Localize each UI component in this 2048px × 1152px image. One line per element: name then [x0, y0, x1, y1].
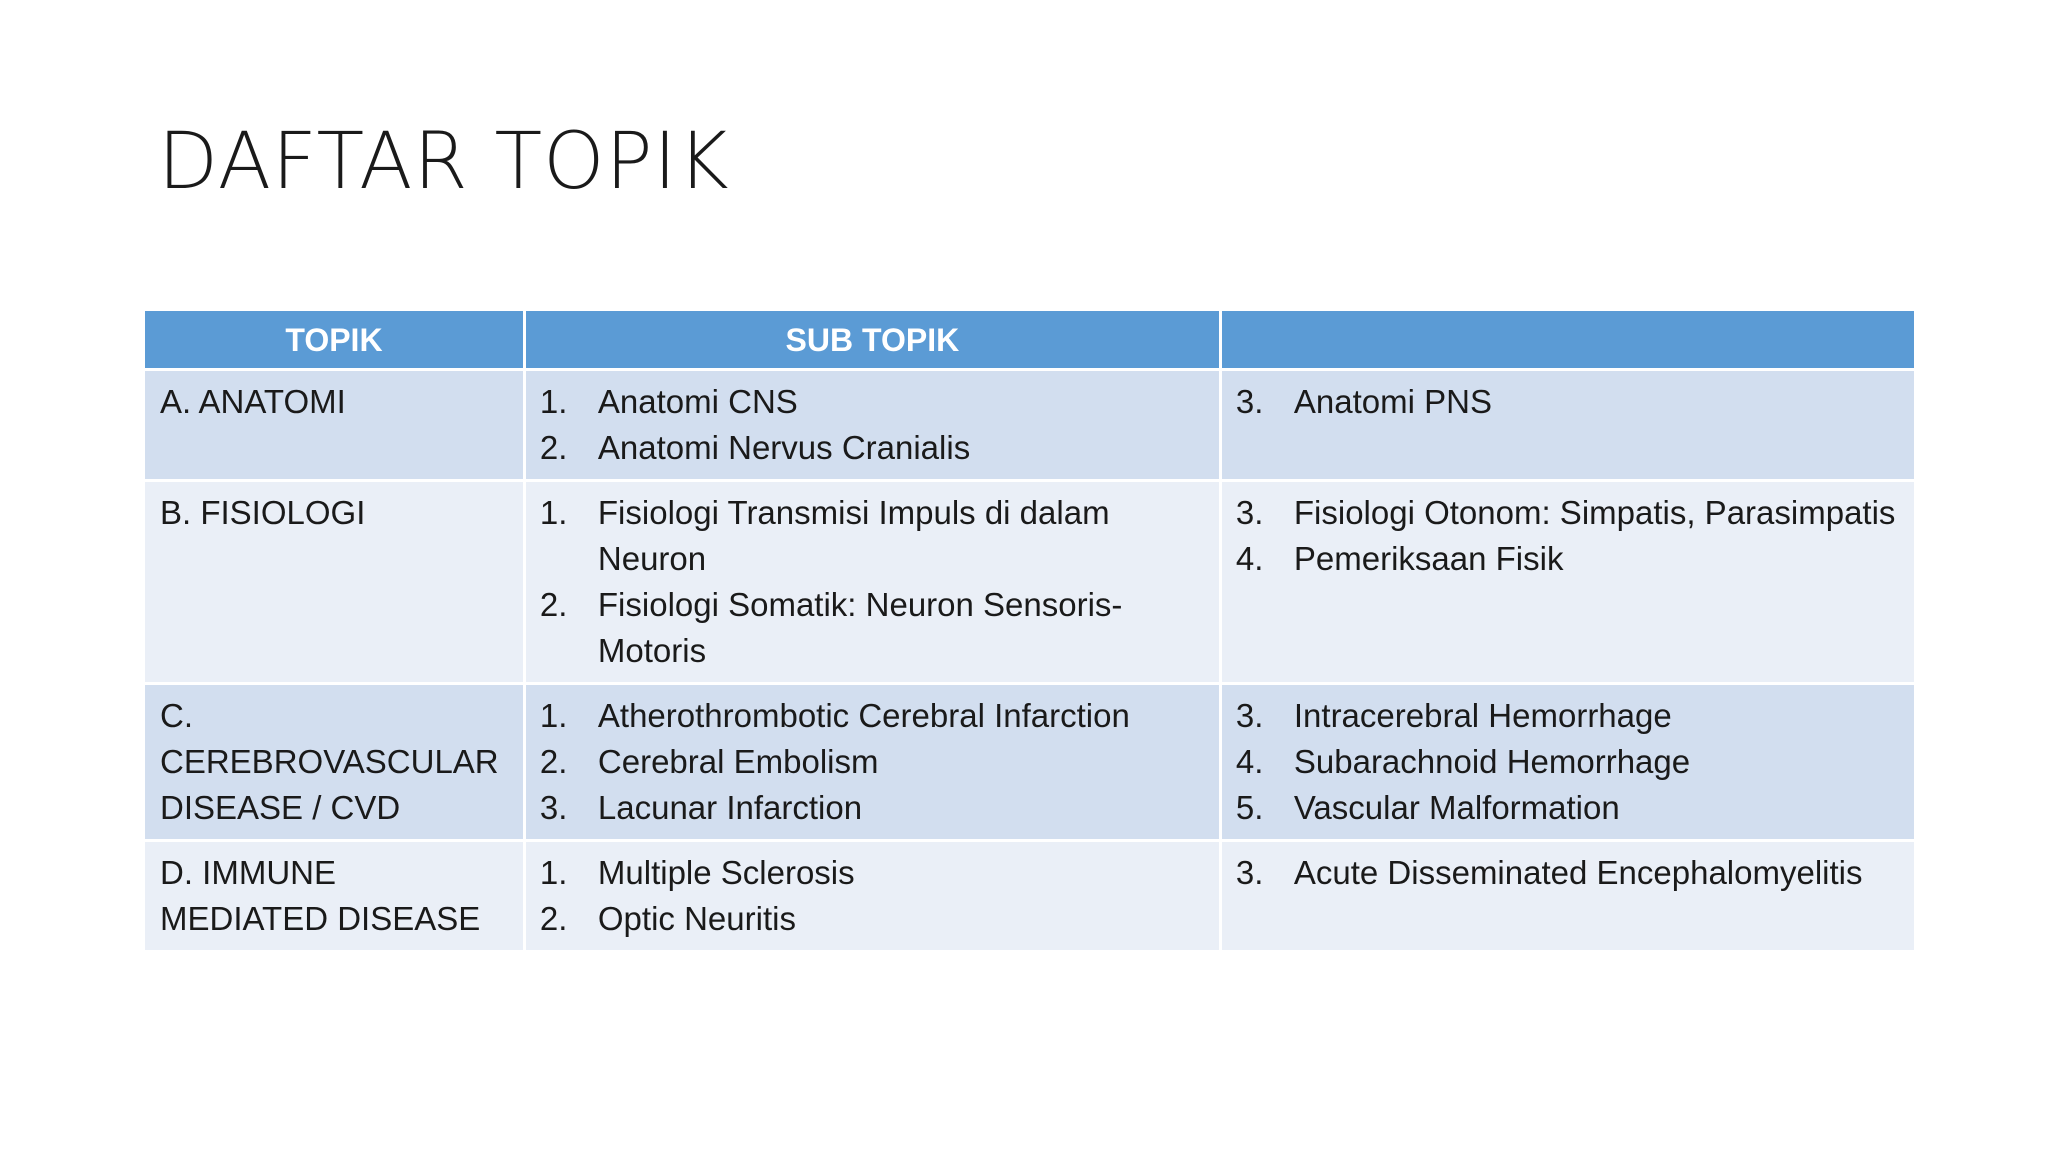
topic-table — [142, 308, 1917, 953]
list-item — [538, 425, 1207, 471]
topic-cell — [145, 842, 523, 950]
subtopic-cell — [526, 685, 1219, 839]
item-text: Optic Neuritis — [597, 900, 796, 937]
item-text: Vascular Malformation — [1293, 789, 1620, 826]
list-item — [538, 582, 1207, 674]
item-number: 4. — [1235, 540, 1264, 577]
item-number: 2. — [539, 586, 568, 623]
list-item — [1234, 693, 1902, 739]
list-item — [538, 785, 1207, 831]
table-row — [145, 685, 1914, 839]
list-item — [1234, 785, 1902, 831]
subtopic-list — [538, 379, 1207, 471]
subtopic-list — [1234, 490, 1902, 582]
item-number: 3. — [1235, 854, 1264, 891]
item-number: 5. — [1235, 789, 1264, 826]
topic-cell — [145, 371, 523, 479]
item-text: Cerebral Embolism — [597, 743, 879, 780]
item-text: Subarachnoid Hemorrhage — [1293, 743, 1691, 780]
item-number: 3. — [1235, 383, 1264, 420]
subtopic-list — [1234, 850, 1902, 896]
header-extra — [1222, 311, 1914, 368]
item-text: Anatomi CNS — [597, 383, 798, 420]
item-number: 1. — [539, 854, 568, 891]
subtopic-cell — [1222, 482, 1914, 682]
item-text: Intracerebral Hemorrhage — [1293, 697, 1672, 734]
list-item — [538, 739, 1207, 785]
list-item — [1234, 490, 1902, 536]
subtopic-list — [1234, 379, 1902, 425]
table-row — [145, 371, 1914, 479]
item-number: 1. — [539, 383, 568, 420]
list-item — [1234, 536, 1902, 582]
subtopic-cell — [526, 371, 1219, 479]
subtopic-cell — [1222, 842, 1914, 950]
item-text: Anatomi Nervus Cranialis — [597, 429, 971, 466]
topic-cell — [145, 685, 523, 839]
header-sub-topik: SUB TOPIK — [526, 311, 1219, 368]
item-text: Fisiologi Somatik: Neuron Sensoris-Motoris — [597, 586, 1123, 669]
list-item — [538, 896, 1207, 942]
subtopic-cell — [1222, 371, 1914, 479]
topic-cell — [145, 482, 523, 682]
item-number: 3. — [1235, 494, 1264, 531]
item-text: Multiple Sclerosis — [597, 854, 855, 891]
item-text: Atherothrombotic Cerebral Infarction — [597, 697, 1130, 734]
item-number: 1. — [539, 697, 568, 734]
subtopic-cell — [526, 482, 1219, 682]
list-item — [538, 693, 1207, 739]
subtopic-list — [538, 490, 1207, 674]
subtopic-cell — [1222, 685, 1914, 839]
item-text: Lacunar Infarction — [597, 789, 863, 826]
subtopic-list — [538, 850, 1207, 942]
subtopic-list — [1234, 693, 1902, 831]
list-item — [1234, 379, 1902, 425]
subtopic-list — [538, 693, 1207, 831]
table-row — [145, 842, 1914, 950]
header-topik: TOPIK — [145, 311, 523, 368]
item-number: 2. — [539, 900, 568, 937]
topic-label: B. FISIOLOGI — [160, 494, 366, 531]
table-header-row — [145, 311, 1914, 368]
list-item — [1234, 739, 1902, 785]
table-row — [145, 482, 1914, 682]
topic-label: D. IMMUNE MEDIATED DISEASE — [160, 854, 481, 937]
item-text: Fisiologi Transmisi Impuls di dalam Neuron — [597, 494, 1110, 577]
item-number: 2. — [539, 743, 568, 780]
item-text: Acute Disseminated Encephalomyelitis — [1293, 854, 1863, 891]
slide-title: DAFTAR TOPIK — [158, 117, 730, 207]
item-number: 3. — [539, 789, 568, 826]
item-number: 1. — [539, 494, 568, 531]
item-text: Fisiologi Otonom: Simpatis, Parasimpatis — [1293, 494, 1896, 531]
item-text: Anatomi PNS — [1293, 383, 1492, 420]
subtopic-cell — [526, 842, 1219, 950]
item-number: 2. — [539, 429, 568, 466]
item-text: Pemeriksaan Fisik — [1293, 540, 1564, 577]
topic-label: A. ANATOMI — [160, 383, 346, 420]
item-number: 3. — [1235, 697, 1264, 734]
topic-label: C. CEREBROVASCULAR DISEASE / CVD — [160, 697, 499, 826]
list-item — [538, 490, 1207, 582]
list-item — [1234, 850, 1902, 896]
list-item — [538, 850, 1207, 896]
list-item — [538, 379, 1207, 425]
item-number: 4. — [1235, 743, 1264, 780]
